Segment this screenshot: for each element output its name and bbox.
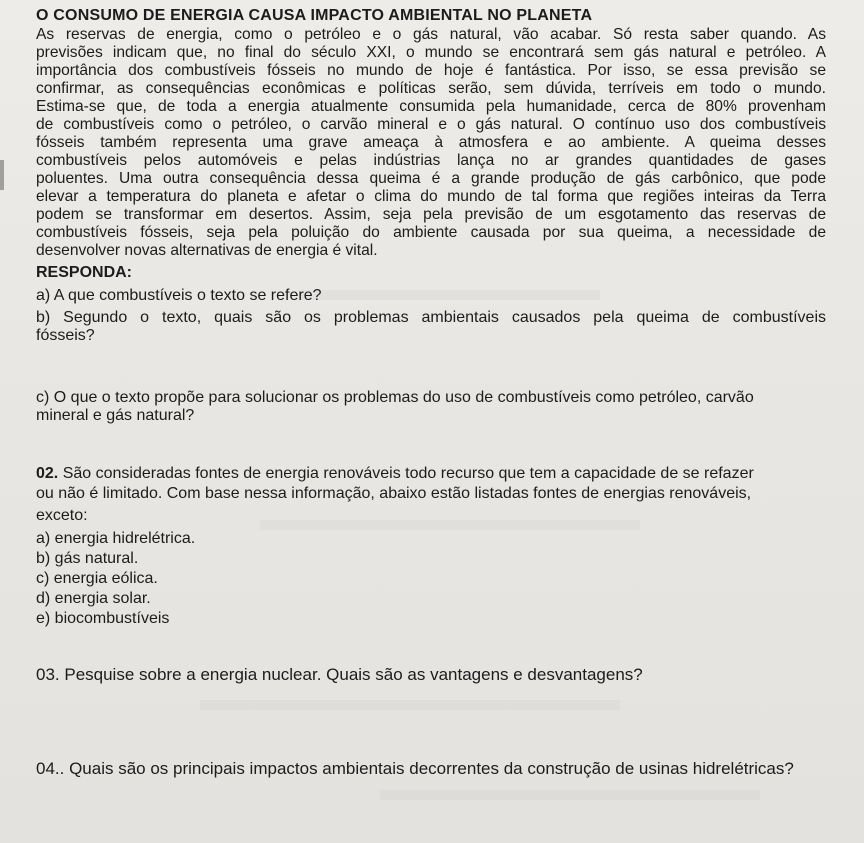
option-e: e) biocombustíveis [36,610,170,627]
option-b: b) gás natural. [36,550,139,567]
paragraph-line: podem se transformar em desertos. Assim, seja pela previsão de um esgotamento das reservas de [36,206,826,223]
bleed-through-mark [380,790,760,800]
bleed-through-mark [260,520,640,530]
question-2-continued: ou não é limitado. Com base nessa informação, abaixo estão listadas fontes de energias renováveis, [36,485,752,502]
question-2-text: São consideradas fontes de energia renováveis todo recurso que tem a capacidade de se refazer [62,465,754,482]
paragraph-line: previsões indicam que, no final do século XXI, o mundo se encontrará sem gás natural e petróleo. A [36,44,826,61]
paragraph-line: elevar a temperatura do planeta e afetar o clima do mundo de tal forma que regiões inteiras da Terra [36,188,826,205]
paragraph-line: importância dos combustíveis fósseis no mundo de hoje é fantástica. Por isso, se essa previsão se [36,62,826,79]
respond-heading: RESPONDA: [36,264,133,281]
paragraph-line: fósseis também representa uma grave ameaça à atmosfera e ao ambiente. A queima desses [36,134,826,151]
paragraph-line: de combustíveis como o petróleo, o carvão mineral e o gás natural. O contínuo uso dos combustíveis [36,116,826,133]
question-2-number: 02. [36,465,59,482]
paragraph-line: poluentes. Uma outra consequência dessa queima é a grande produção de gás carbônico, que pode [36,170,826,187]
option-d: d) energia solar. [36,590,151,607]
bleed-through-mark [300,290,600,300]
question-2 [36,465,836,483]
option-a: a) energia hidrelétrica. [36,530,196,547]
question-1c: c) O que o texto propõe para solucionar os problemas do uso de combustíveis como petróleo, carvão [36,389,754,406]
paragraph-line: desenvolver novas alternativas de energia é vital. [36,242,378,259]
question-3: 03. Pesquise sobre a energia nuclear. Quais são as vantagens e desvantagens? [36,665,643,684]
question-1b-continued: fósseis? [36,327,95,344]
paragraph-line: combustíveis fósseis, seja pela poluição do ambiente causada por sua queima, a necessidade de [36,224,826,241]
paragraph-line: As reservas de energia, como o petróleo e o gás natural, vão acabar. Só resta saber quando. As [36,26,826,43]
question-1c-continued: mineral e gás natural? [36,407,195,424]
question-4: 04.. Quais são os principais impactos ambientais decorrentes da construção de usinas hidrelétricas? [36,759,794,778]
binding-edge-mark [0,160,4,190]
document-title: O CONSUMO DE ENERGIA CAUSA IMPACTO AMBIENTAL NO PLANETA [36,7,593,24]
option-c: c) energia eólica. [36,570,158,587]
question-1b: b) Segundo o texto, quais são os problemas ambientais causados pela queima de combustíveis [36,309,826,326]
paragraph-line: confirmar, as consequências econômicas e políticas serão, sem dúvida, terríveis em todo o mundo. [36,80,826,97]
paragraph-line: Estima-se que, de toda a energia atualmente consumida pela humanidade, cerca de 80% provenham [36,98,826,115]
paragraph-line: combustíveis pelos automóveis e pelas indústrias lança no ar grandes quantidades de gases [36,152,826,169]
question-2-except: exceto: [36,507,88,524]
question-1a: a) A que combustíveis o texto se refere? [36,287,322,304]
bleed-through-mark [200,700,620,710]
